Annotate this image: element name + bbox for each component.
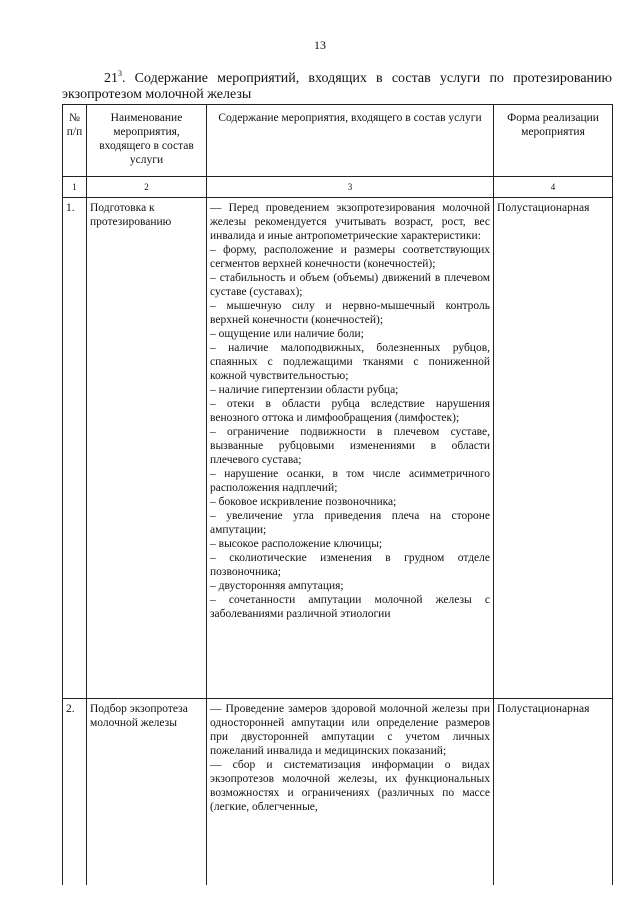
- heading-line-1: [62, 66, 612, 87]
- table-row: [63, 198, 613, 699]
- column-number-row: [63, 177, 613, 198]
- row-activity-name: Подготовка к протезированию: [87, 198, 207, 699]
- column-number: 3: [207, 177, 494, 198]
- content-paragraph: – наличие малоподвижных, болезненных рубцов, спаянных с подлежащими тканями с пониженной кожной чувствительностью;: [210, 342, 491, 382]
- row-number: 1.: [63, 198, 87, 699]
- content-paragraph: – высокое расположение ключицы;: [210, 538, 383, 550]
- activities-table: [62, 104, 613, 885]
- content-paragraph: – отеки в области рубца вследствие нарушения венозного оттока и лимфообращения (лимфостек);: [210, 398, 491, 424]
- page-number: 13: [314, 38, 326, 52]
- row-activity-content: [207, 699, 494, 886]
- content-paragraph: – сколиотические изменения в грудном отделе позвоночника;: [210, 552, 491, 578]
- header-number: № п/п: [63, 105, 87, 177]
- row-activity-content: [207, 198, 494, 699]
- content-paragraph: – ощущение или наличие боли;: [210, 328, 364, 340]
- content-paragraph: – боковое искривление позвоночника;: [210, 496, 397, 508]
- content-paragraph: – форму, расположение и размеры соответствующих сегментов верхней конечности (конечностей);: [210, 244, 491, 270]
- content-paragraph: — Проведение замеров здоровой молочной железы при односторонней ампутации или определение размеров при двусторонней ампутации с учетом личных пожеланий инвалида и медицинских показаний;: [210, 703, 491, 757]
- section-heading: [62, 66, 612, 103]
- content-paragraph: – наличие гипертензии области рубца;: [210, 384, 399, 396]
- content-paragraph: – мышечную силу и нервно-мышечный контроль верхней конечности (конечностей);: [210, 300, 491, 326]
- heading-superscript: 3: [118, 69, 122, 78]
- column-number: 1: [63, 177, 87, 198]
- header-form: Форма реализации мероприятия: [494, 105, 613, 177]
- header-activity-content: Содержание мероприятия, входящего в состав услуги: [207, 105, 494, 177]
- row-number: 2.: [63, 699, 87, 886]
- column-number: 2: [87, 177, 207, 198]
- content-paragraph: – нарушение осанки, в том числе асимметричного расположения надплечий;: [210, 468, 491, 494]
- table-header-row: [63, 105, 613, 177]
- content-paragraph: — Перед проведением экзопротезирования молочной железы рекомендуется учитывать возраст, рост, вес инвалида и иные антропометрические характеристики:: [210, 202, 491, 242]
- heading-number: 21: [104, 71, 118, 86]
- row-activity-name: Подбор экзопротеза молочной железы: [87, 699, 207, 886]
- content-paragraph: – увеличение угла приведения плеча на стороне ампутации;: [210, 510, 491, 536]
- table-row: [63, 699, 613, 886]
- content-paragraph: – стабильность и объем (объемы) движений в плечевом суставе (суставах);: [210, 272, 491, 298]
- content-paragraph: – ограничение подвижности в плечевом суставе, вызванные рубцовыми изменениями в области плечевого сустава;: [210, 426, 491, 466]
- column-number: 4: [494, 177, 613, 198]
- heading-text-1: . Содержание мероприятий, входящих в состав услуги по протезированию: [122, 71, 612, 86]
- row-form: Полустационарная: [494, 198, 613, 699]
- content-paragraph: — сбор и систематизация информации о видах экзопротезов молочной железы, их функциональных возможностях и ограничениях (различных по массе (легкие, облегченные,: [210, 759, 491, 813]
- content-paragraph: – двусторонняя ампутация;: [210, 580, 344, 592]
- content-paragraph: – сочетанности ампутации молочной железы с заболеваниями различной этиологии: [210, 594, 491, 620]
- header-activity-name: Наименование мероприятия, входящего в состав услуги: [87, 105, 207, 177]
- row-form: Полустационарная: [494, 699, 613, 886]
- heading-line-2: экзопротезом молочной железы: [62, 87, 252, 102]
